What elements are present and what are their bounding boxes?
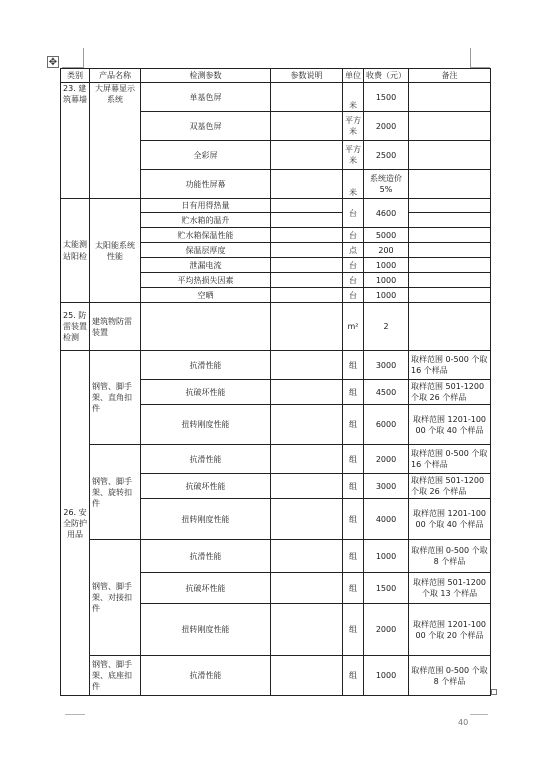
note-cell: [409, 288, 491, 303]
unit-cell: 台: [343, 258, 364, 273]
fee-cell: 4600: [364, 199, 409, 228]
unit-cell: 台: [343, 199, 364, 228]
note-cell: [409, 141, 491, 170]
param-desc-cell: [271, 228, 343, 243]
param-cell: 扭转刚度性能: [141, 604, 271, 656]
param-cell: 空晒: [141, 288, 271, 303]
header-note: 备注: [409, 69, 491, 83]
unit-cell: 米: [343, 83, 364, 112]
unit-cell: 组: [343, 445, 364, 474]
fee-cell: 1000: [364, 656, 409, 696]
fee-cell: 3000: [364, 351, 409, 380]
param-desc-cell: [271, 213, 343, 228]
fee-cell: 6000: [364, 405, 409, 445]
table-row: [61, 540, 491, 573]
unit-cell: 平方米: [343, 112, 364, 141]
header-fee: 收费（元）: [364, 69, 409, 83]
param-cell: 抗破坏性能: [141, 474, 271, 499]
param-cell: 保温层厚度: [141, 243, 271, 258]
param-cell: 日有用得热量: [141, 199, 271, 213]
param-cell: 双基色屏: [141, 112, 271, 141]
param-desc-cell: [271, 170, 343, 199]
note-cell: [409, 112, 491, 141]
fee-cell: 1500: [364, 83, 409, 112]
param-cell: 贮水箱的温升: [141, 213, 271, 228]
fee-cell: 2000: [364, 604, 409, 656]
product-cell: 钢管、脚手架、对接扣件: [90, 540, 141, 656]
param-desc-cell: [271, 499, 343, 540]
product-cell: 钢管、脚手架、直角扣件: [90, 351, 141, 445]
fee-cell: 4500: [364, 380, 409, 405]
unit-cell: 台: [343, 228, 364, 243]
header-param-desc: 参数说明: [271, 69, 343, 83]
unit-cell: 组: [343, 351, 364, 380]
note-cell: 取样范围 0-500 个取 8 个样品: [409, 656, 491, 696]
param-desc-cell: [271, 351, 343, 380]
table-row: [61, 351, 491, 380]
unit-cell: 组: [343, 540, 364, 573]
param-desc-cell: [271, 445, 343, 474]
param-cell: 抗破坏性能: [141, 573, 271, 604]
category-cell: 太能测 站阳检: [61, 199, 90, 303]
table-row: [61, 656, 491, 696]
note-cell: 取样范围 501-1200 个取 26 个样品: [409, 380, 491, 405]
unit-cell: m²: [343, 303, 364, 351]
param-cell: 抗滑性能: [141, 656, 271, 696]
unit-cell: 组: [343, 656, 364, 696]
category-cell: 25. 防雷装置检测: [61, 303, 90, 351]
param-desc-cell: [271, 83, 343, 112]
fee-cell: 200: [364, 243, 409, 258]
unit-cell: 点: [343, 243, 364, 258]
param-cell: 全彩屏: [141, 141, 271, 170]
param-desc-cell: [271, 474, 343, 499]
param-cell: 贮水箱保温性能: [141, 228, 271, 243]
corner-mark-top-left: [83, 48, 84, 68]
category-cell: 23. 建筑幕墙: [61, 83, 90, 199]
corner-mark-top-right: [470, 48, 471, 68]
fee-cell: 5000: [364, 228, 409, 243]
note-cell: 取样范围 501-1200 个取 13 个样品: [409, 573, 491, 604]
note-cell: [409, 170, 491, 199]
fee-cell: 1000: [364, 258, 409, 273]
product-cell: 钢管、脚手架、底座扣件: [90, 656, 141, 696]
note-cell: [409, 199, 491, 213]
param-cell: 功能性屏幕: [141, 170, 271, 199]
fee-table: [60, 68, 491, 696]
header-category: 类别: [61, 69, 90, 83]
param-desc-cell: [271, 112, 343, 141]
note-cell: [409, 228, 491, 243]
param-cell: 扭转刚度性能: [141, 499, 271, 540]
param-desc-cell: [271, 199, 343, 213]
unit-cell: 组: [343, 405, 364, 445]
note-cell: 取样范围 0-500 个取 8 个样品: [409, 540, 491, 573]
table-row: [61, 303, 491, 351]
param-desc-cell: [271, 540, 343, 573]
note-cell: [409, 303, 491, 351]
fee-cell: 1000: [364, 540, 409, 573]
note-cell: [409, 213, 491, 228]
param-desc-cell: [271, 604, 343, 656]
note-cell: [409, 273, 491, 288]
unit-cell: 平方米: [343, 141, 364, 170]
param-desc-cell: [271, 656, 343, 696]
param-cell: 单基色屏: [141, 83, 271, 112]
param-cell: [141, 303, 271, 351]
unit-cell: 台: [343, 273, 364, 288]
fee-cell: 2000: [364, 112, 409, 141]
table-row: [61, 199, 491, 213]
product-cell: 钢管、脚手架、旋转扣件: [90, 445, 141, 540]
note-cell: 取样范围 1201-10000 个取 40 个样品: [409, 499, 491, 540]
note-cell: 取样范围 501-1200 个取 26 个样品: [409, 474, 491, 499]
param-desc-cell: [271, 288, 343, 303]
fee-cell: 4000: [364, 499, 409, 540]
note-cell: 取样范围 1201-10000 个取 40 个样品: [409, 405, 491, 445]
param-cell: 扭转刚度性能: [141, 405, 271, 445]
unit-cell: 台: [343, 288, 364, 303]
header-unit: 单位: [343, 69, 364, 83]
fee-cell: 3000: [364, 474, 409, 499]
fee-cell: 系统造价5%: [364, 170, 409, 199]
product-cell: 大屏幕显示系统: [90, 83, 141, 199]
param-desc-cell: [271, 243, 343, 258]
note-cell: [409, 243, 491, 258]
unit-cell: 米: [343, 170, 364, 199]
note-cell: 取样范围 0-500 个取 16 个样品: [409, 445, 491, 474]
unit-cell: 组: [343, 474, 364, 499]
param-cell: 抗滑性能: [141, 540, 271, 573]
fee-cell: 1000: [364, 288, 409, 303]
unit-cell: 组: [343, 573, 364, 604]
unit-cell: 组: [343, 380, 364, 405]
param-desc-cell: [271, 141, 343, 170]
param-cell: 抗滑性能: [141, 445, 271, 474]
table-resize-handle[interactable]: [491, 689, 497, 695]
note-cell: 取样范围 0-500 个取 16 个样品: [409, 351, 491, 380]
fee-cell: 2: [364, 303, 409, 351]
category-cell: 26. 安全防护用品: [61, 351, 90, 696]
param-cell: 抗破坏性能: [141, 380, 271, 405]
note-cell: 取样范围 1201-10000 个取 20 个样品: [409, 604, 491, 656]
param-desc-cell: [271, 303, 343, 351]
unit-cell: 组: [343, 604, 364, 656]
param-cell: 泄漏电流: [141, 258, 271, 273]
page-number: 40: [458, 718, 469, 727]
param-cell: 平均热损失因素: [141, 273, 271, 288]
param-desc-cell: [271, 258, 343, 273]
table-row: [61, 83, 491, 112]
param-desc-cell: [271, 405, 343, 445]
header-param: 检测参数: [141, 69, 271, 83]
table-move-handle-icon[interactable]: ✥: [48, 57, 58, 68]
param-desc-cell: [271, 573, 343, 604]
note-cell: [409, 258, 491, 273]
product-cell: 太阳能系统性能: [90, 199, 141, 303]
fee-cell: 2000: [364, 445, 409, 474]
fee-cell: 1500: [364, 573, 409, 604]
fee-cell: 2500: [364, 141, 409, 170]
param-cell: 抗滑性能: [141, 351, 271, 380]
footer-mark-right: [470, 714, 488, 715]
note-cell: [409, 83, 491, 112]
unit-cell: 组: [343, 499, 364, 540]
fee-cell: 1000: [364, 273, 409, 288]
product-cell: 建筑物防雷装置: [90, 303, 141, 351]
table-row: [61, 445, 491, 474]
param-desc-cell: [271, 273, 343, 288]
header-product: 产品名称: [90, 69, 141, 83]
table-header-row: [61, 69, 491, 83]
param-desc-cell: [271, 380, 343, 405]
footer-mark-left: [65, 714, 85, 715]
